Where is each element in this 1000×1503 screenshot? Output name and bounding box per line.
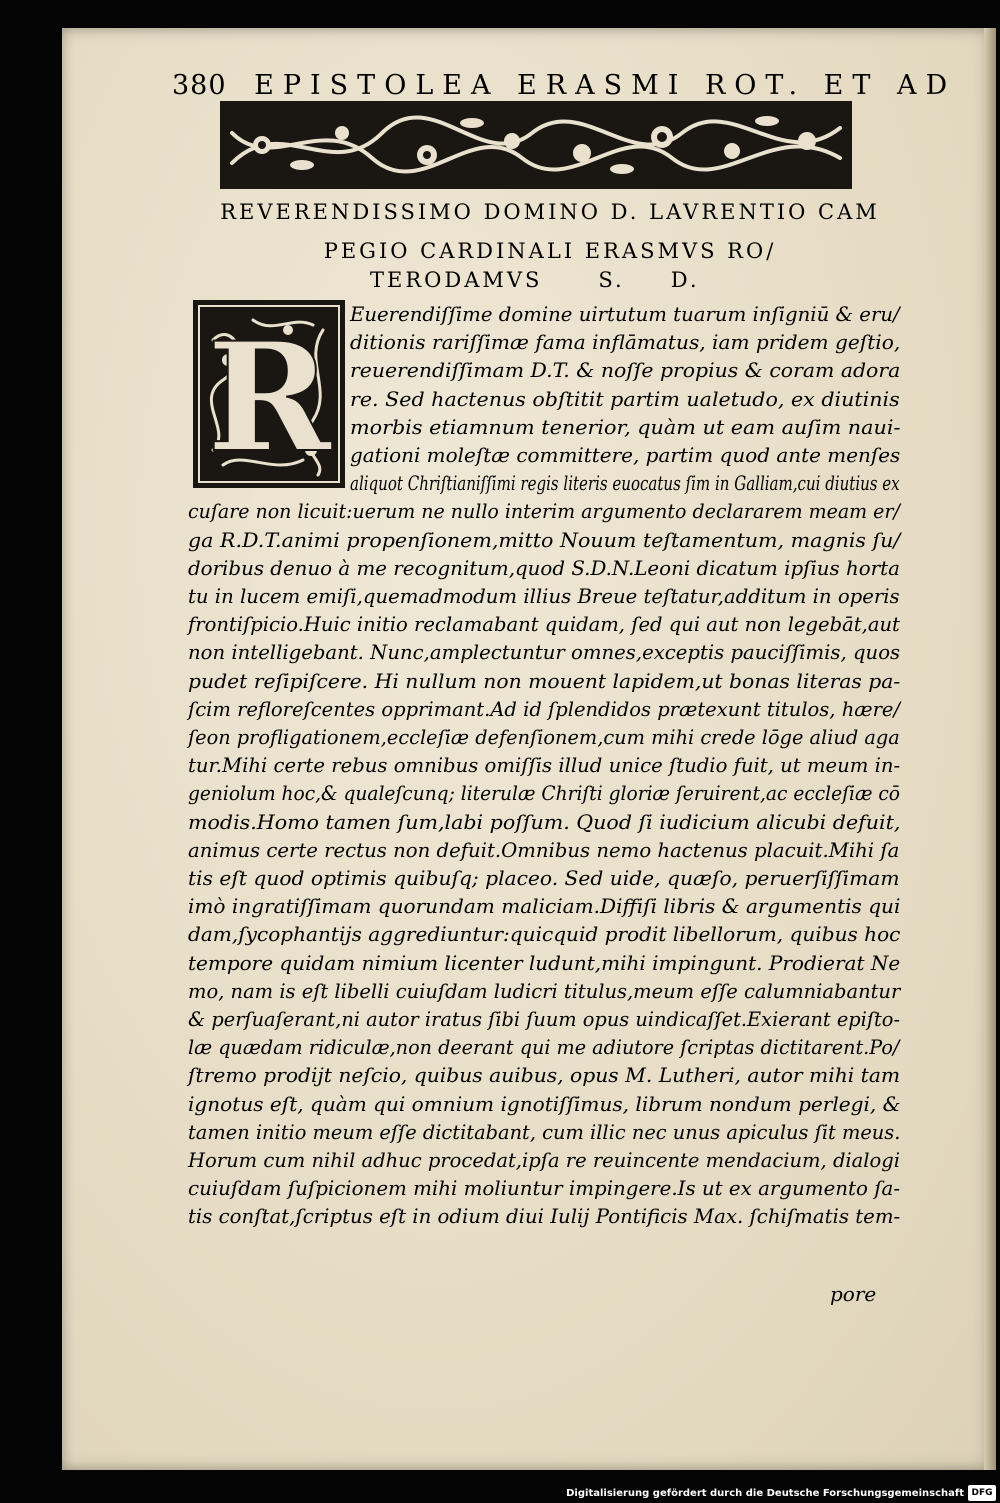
body-line: modis.Homo tamen ſum,labi poſſum. Quod ſi iudicium alicubi defuit, [188, 809, 901, 834]
letter-heading-line-1: REVERENDISSIMO DOMINO D. LAVRENTIO CAM [220, 200, 880, 224]
body-line: imò ingratiſſimam quorundam maliciam.Diffiſi libris & argumentis qui [188, 894, 901, 919]
body-line: ga R.D.T.animi propenſionem,mitto Nouum teſtamentum, magnis ſu/ [188, 527, 901, 552]
body-line: frontiſpicio.Huic initio reclamabant quidam, ſed qui aut non legebāt,aut [188, 612, 900, 637]
body-line: tu in lucem emiſi,quemadmodum illius Breue teſtatur,additum in operis [188, 584, 900, 608]
body-line: ignotus eſt, quàm qui omnium ignotiſſimus, librum nondum perlegi, & [188, 1091, 901, 1116]
body-line: geniolum hoc,& qualeſcunq; literulæ Chriſti gloriæ ſeruirent,ac eccleſiæ cō [188, 781, 900, 806]
body-line: ſcim refloreſcentes opprimant.Ad id ſplendidos prætexunt titulos, hære/ [188, 696, 901, 721]
initial-letter-glyph: R [206, 310, 332, 486]
body-line: animus certe rectus non defuit.Omnibus nemo hactenus placuit.Mihi ſa [188, 837, 900, 862]
letter-heading-line-2: PEGIO CARDINALI ERASMVS RO/ [323, 239, 777, 263]
body-line: ſeon profligationem,eccleſiæ defenſionem,cum mihi crede lōge aliud aga [188, 725, 900, 749]
folio-number: 380 [172, 70, 227, 101]
body-line: Euerendiſſime domine uirtutum tuarum inſigniū & eru/ [350, 302, 900, 326]
running-head [172, 70, 957, 101]
body-line: cuiuſdam ſuſpicionem mihi moliuntur impingere.Is ut ex argumento ſa- [188, 1176, 901, 1201]
catchword: pore [830, 1282, 877, 1306]
body-line: dam,ſycophantijs aggrediuntur:quicquid prodit libellorum, quibus hoc [188, 922, 901, 947]
body-line: mo, nam is eſt libelli cuiuſdam ludicri titulus,meum eſſe calumniabantur [188, 978, 901, 1003]
body-line: ſtremo prodijt neſcio, quibus auibus, opus M. Lutheri, autor mihi tam [188, 1063, 901, 1088]
body-line: tamen initio meum eſſe dictitabant, cum illic nec unus apiculus ſit meus. [188, 1119, 901, 1144]
body-line: & perſuaſerant,ni autor iratus ſibi ſuum opus uindicaſſet.Exierant epiſto- [188, 1007, 900, 1031]
heading-salutation-s: S. [598, 268, 625, 292]
body-line: ditionis rariſſimæ fama inflāmatus, iam pridem geſtio, [350, 330, 901, 355]
body-line: pudet reſipiſcere. Hi nullum non mouent lapidem,ut bonas literas pa- [188, 668, 901, 693]
body-line: non intelligebant. Nunc,amplectuntur omnes,exceptis pauciſſimis, quos [188, 640, 901, 665]
woodcut-headpiece-ornament [222, 103, 850, 187]
decorated-initial-r [193, 300, 345, 488]
body-line: aliquot Chriſtianiſſimi regis literis euocatus ſim in Galliam,cui diutius ex [350, 471, 900, 496]
body-line: cuſare non licuit:uerum ne nullo interim argumento declararem meam er/ [188, 499, 900, 524]
body-line: tur.Mihi certe rebus omnibus omiſſis illud unice ſtudio fuit, ut meum in- [188, 753, 901, 778]
digitization-credit: Digitalisierung gefördert durch die Deutsche Forschungsgemeinschaft [566, 1488, 964, 1499]
letter-heading-line-3 [370, 268, 710, 292]
dfg-logo-icon: DFG [968, 1485, 996, 1501]
body-line: tis eſt quod optimis quibuſq; placeo. Sed uide, quæſo, peruerſiſſimam [188, 866, 900, 890]
body-line: gationi moleſtæ committere, partim quod ante menſes [350, 443, 901, 467]
body-line: re. Sed hactenus obſtitit partim ualetudo, ex diutinis [350, 386, 900, 411]
body-line: morbis etiamnum tenerior, quàm ut eam auſim naui- [350, 414, 901, 439]
heading-salutation-d: D. [670, 268, 700, 292]
body-line: reuerendiſſimam D.T. & noſſe propius & coram adora [350, 358, 901, 383]
running-title: EPISTOLEA ERASMI ROT. ET AD [254, 70, 957, 101]
body-line: tis conſtat,ſcriptus eſt in odium diui Iulij Pontificis Max. ſchiſmatis tem- [188, 1204, 901, 1229]
body-line: læ quædam ridiculæ,non deerant qui me adiutore ſcriptas dictitarent.Po/ [188, 1035, 900, 1060]
heading-name-part: TERODAMVS [370, 268, 543, 292]
body-line: doribus denuo à me recognitum,quod S.D.N.Leoni dicatum ipſius horta [188, 555, 900, 580]
body-line: Horum cum nihil adhuc procedat,ipſa re reuincente mendacium, dialogi [188, 1148, 900, 1172]
body-line: tempore quidam nimium licenter ludunt,mihi impingunt. Prodierat Ne [188, 950, 901, 975]
page-edge-shadow [984, 28, 996, 1470]
